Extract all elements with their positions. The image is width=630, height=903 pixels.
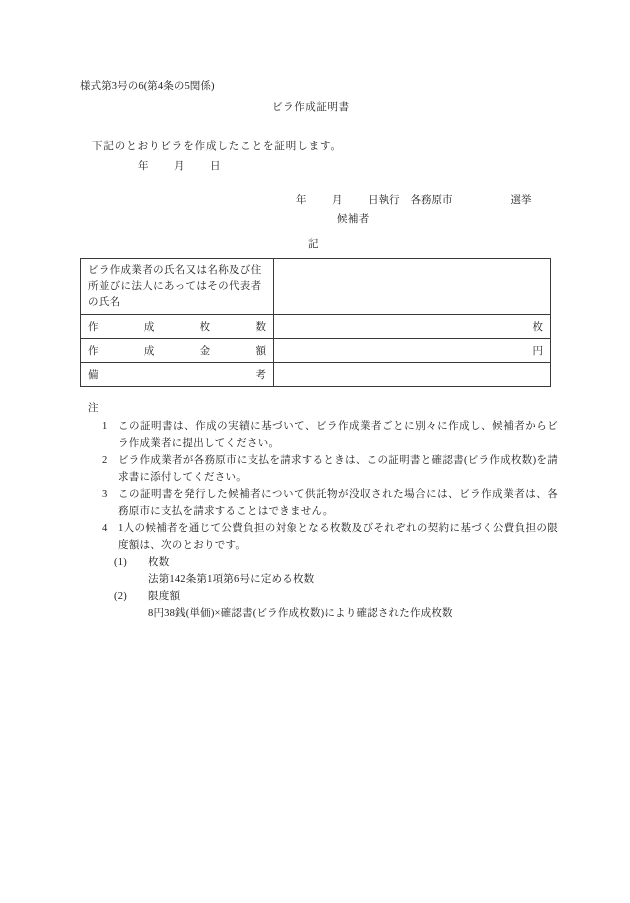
sub-item-label: 枚数 (148, 557, 170, 568)
notes-section (88, 400, 558, 622)
issue-date-year: 年 (138, 161, 149, 172)
label-char: 金 (199, 346, 211, 358)
row-label-producer-name: ビラ作成業者の氏名又は名称及び住所並びに法人にあってはその代表者の氏名 (81, 259, 274, 315)
note-item (88, 418, 558, 452)
sub-item-number: (2) (114, 591, 127, 602)
label-char: 額 (255, 346, 266, 358)
sub-item-number: (1) (114, 557, 127, 568)
exec-day: 日執行 (368, 195, 400, 206)
issue-date-month: 月 (174, 161, 185, 172)
ki-mark: 記 (308, 239, 319, 250)
page-title: ビラ作成証明書 (272, 102, 350, 113)
note-sub-item (88, 588, 558, 605)
label-char: 枚 (199, 322, 211, 334)
note-text: ビラ作成業者が各務原市に支払を請求するときは、この証明書と確認書(ビラ作成枚数)を請求書に添付してください。 (118, 455, 558, 483)
table-row (81, 339, 551, 363)
sub-item-detail: 8円38銭(単価)×確認書(ビラ作成枚数)により確認された作成枚数 (148, 608, 453, 619)
municipality-name: 各務原市 (410, 195, 453, 206)
label-char: 作 (88, 346, 99, 358)
note-item (88, 520, 558, 554)
exec-month: 月 (332, 195, 343, 206)
election-execution-line (296, 192, 532, 207)
row-label-sheet-count (81, 315, 274, 339)
note-number: 4 (102, 523, 108, 534)
notes-heading: 注 (88, 403, 99, 414)
row-value-producer-name[interactable] (274, 259, 551, 315)
note-number: 3 (102, 489, 108, 500)
note-number: 2 (102, 455, 108, 466)
row-value-remarks[interactable] (274, 363, 551, 387)
row-label-remarks (81, 363, 274, 387)
note-text: 1人の候補者を通じて公費負担の対象となる枚数及びそれぞれの契約に基づく公費負担の限度額は、次のとおりです。 (118, 523, 558, 551)
candidate-label: 候補者 (337, 214, 370, 225)
note-sub-item (88, 554, 558, 571)
label-char: 備 (88, 370, 99, 382)
row-value-sheet-count[interactable]: 枚 (274, 315, 551, 339)
certificate-table-body (81, 259, 551, 387)
table-row (81, 363, 551, 387)
label-char: 成 (143, 322, 155, 334)
issue-date-line (138, 158, 246, 173)
certificate-table (80, 258, 551, 387)
note-number: 1 (102, 421, 108, 432)
label-char: 数 (255, 322, 266, 334)
exec-year: 年 (296, 195, 307, 206)
table-row (81, 259, 551, 315)
note-text: この証明書を発行した候補者について供託物が没収された場合には、ビラ作成業者は、各務原市に支払を請求することはできません。 (118, 489, 558, 517)
label-char: 成 (143, 346, 155, 358)
table-row (81, 315, 551, 339)
note-item (88, 452, 558, 486)
row-value-amount[interactable]: 円 (274, 339, 551, 363)
row-label-amount (81, 339, 274, 363)
election-label: 選挙 (510, 195, 532, 206)
issue-date-day: 日 (210, 161, 221, 172)
sub-item-detail: 法第142条第1項第6号に定める枚数 (148, 574, 315, 585)
note-item (88, 486, 558, 520)
form-number: 様式第3号の6(第4条の5関係) (80, 81, 215, 92)
note-text: この証明書は、作成の実績に基づいて、ビラ作成業者ごとに別々に作成し、候補者からビラ作成業者に提出してください。 (118, 421, 558, 449)
certification-statement: 下記のとおりビラを作成したことを証明します。 (92, 141, 342, 152)
label-char: 考 (255, 370, 266, 382)
label-char: 作 (88, 322, 99, 334)
sub-item-label: 限度額 (148, 591, 181, 602)
